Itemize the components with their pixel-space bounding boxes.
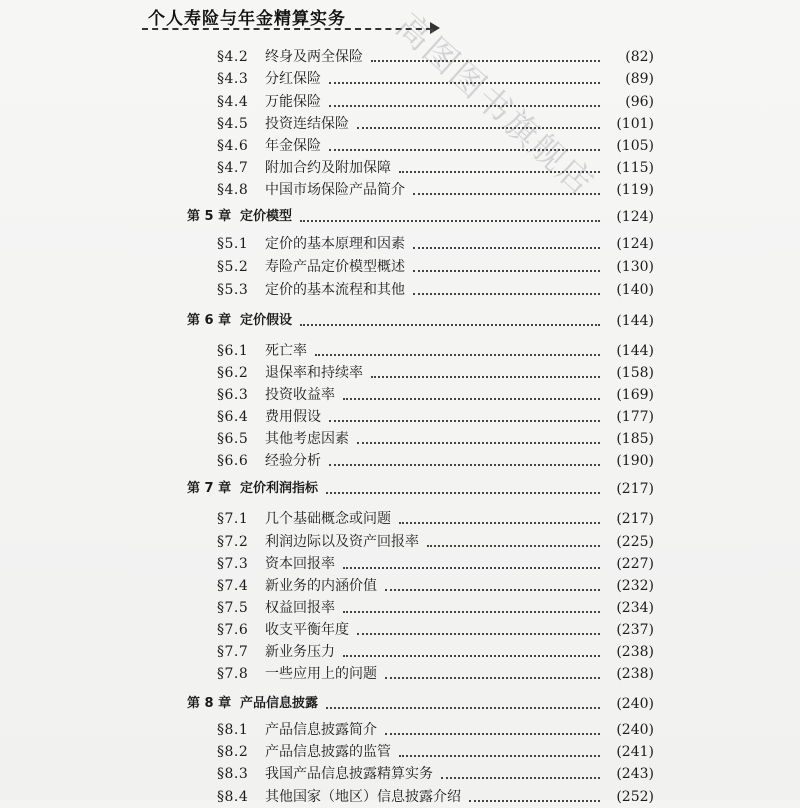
- dot-leader: [399, 755, 600, 757]
- toc-chapter-row: [0, 693, 800, 715]
- section-title: 其他考虑因素: [265, 431, 349, 447]
- dot-leader: [371, 60, 600, 62]
- section-number: §5.2: [217, 259, 249, 275]
- section-title: 中国市场保险产品简介: [265, 182, 405, 198]
- section-number: §8.2: [217, 744, 249, 760]
- page-number: (115): [616, 160, 654, 176]
- toc-section-row: [0, 362, 800, 384]
- page-number: (232): [616, 578, 654, 594]
- page-number: (119): [616, 182, 654, 198]
- page-number: (144): [616, 313, 654, 329]
- page-number: (240): [616, 696, 654, 712]
- toc-section-row: [0, 233, 800, 255]
- section-title: 寿险产品定价模型概述: [265, 259, 405, 275]
- toc-section-row: [0, 179, 800, 201]
- page-number: (241): [616, 744, 654, 760]
- toc-section-row: [0, 719, 800, 741]
- dot-leader: [357, 442, 600, 444]
- dot-leader: [329, 105, 600, 107]
- section-number: §4.5: [217, 116, 249, 132]
- page-number: (124): [616, 209, 654, 225]
- page-number: (130): [616, 259, 654, 275]
- dot-leader: [441, 777, 600, 779]
- header-dashed-rule: [142, 28, 432, 30]
- section-title: 其他国家（地区）信息披露介绍: [265, 789, 461, 805]
- toc-section-row: [0, 786, 800, 808]
- toc-section-row: [0, 406, 800, 428]
- section-number: §5.1: [217, 236, 249, 252]
- dot-leader: [427, 545, 600, 547]
- toc-section-row: [0, 508, 800, 530]
- dot-leader: [385, 589, 600, 591]
- section-number: §7.5: [217, 600, 249, 616]
- section-title: 附加合约及附加保障: [265, 160, 391, 176]
- toc-section-row: [0, 384, 800, 406]
- dot-leader: [399, 171, 600, 173]
- toc-section-row: [0, 256, 800, 278]
- toc-chapter-row: [0, 310, 800, 332]
- toc-section-row: [0, 641, 800, 663]
- section-title: 产品信息披露简介: [265, 722, 377, 738]
- page-number: (227): [616, 556, 654, 572]
- section-number: §7.7: [217, 644, 249, 660]
- page-number: (238): [616, 644, 654, 660]
- dot-leader: [326, 492, 600, 494]
- section-title: 权益回报率: [265, 600, 335, 616]
- section-number: §6.5: [217, 431, 249, 447]
- page-number: (238): [616, 666, 654, 682]
- dot-leader: [357, 633, 600, 635]
- page-number: (190): [616, 453, 654, 469]
- dot-leader: [413, 193, 600, 195]
- page-number: (237): [616, 622, 654, 638]
- page-number: (177): [616, 409, 654, 425]
- section-title: 年金保险: [265, 138, 321, 154]
- section-number: §6.4: [217, 409, 249, 425]
- toc-section-row: [0, 741, 800, 763]
- page-number: (169): [616, 387, 654, 403]
- section-title: 退保率和持续率: [265, 365, 363, 381]
- section-number: §4.4: [217, 94, 249, 110]
- section-title: 定价的基本原理和因素: [265, 236, 405, 252]
- toc-section-row: [0, 157, 800, 179]
- page-number: (82): [625, 49, 654, 65]
- toc-section-row: [0, 619, 800, 641]
- toc-section-row: [0, 763, 800, 785]
- watermark: 高图图书旗舰店: [387, 5, 602, 205]
- chapter-title: 产品信息披露: [240, 696, 319, 711]
- dot-leader: [326, 707, 600, 709]
- toc-section-row: [0, 91, 800, 113]
- toc-section-row: [0, 531, 800, 553]
- section-number: §7.8: [217, 666, 249, 682]
- page-number: (234): [616, 600, 654, 616]
- dot-leader: [371, 376, 600, 378]
- dot-leader: [343, 655, 600, 657]
- page-number: (144): [616, 343, 654, 359]
- section-number: §4.6: [217, 138, 249, 154]
- dot-leader: [329, 420, 600, 422]
- section-number: §7.2: [217, 534, 249, 550]
- section-number: §7.1: [217, 511, 249, 527]
- section-number: §8.3: [217, 766, 249, 782]
- section-title: 费用假设: [265, 409, 321, 425]
- toc-section-row: [0, 663, 800, 685]
- section-number: §6.2: [217, 365, 249, 381]
- section-title: 经验分析: [265, 453, 321, 469]
- chapter-number: 第 5 章: [187, 209, 232, 224]
- section-title: 新业务的内涵价值: [265, 578, 377, 594]
- page-number: (217): [616, 481, 654, 497]
- section-title: 新业务压力: [265, 644, 335, 660]
- section-title: 利润边际以及资产回报率: [265, 534, 419, 550]
- toc-section-row: [0, 46, 800, 68]
- toc-chapter-row: [0, 478, 800, 500]
- section-number: §4.3: [217, 71, 249, 87]
- section-title: 资本回报率: [265, 556, 335, 572]
- page-number: (240): [616, 722, 654, 738]
- section-number: §7.3: [217, 556, 249, 572]
- dot-leader: [300, 220, 600, 222]
- dot-leader: [329, 464, 600, 466]
- section-number: §7.6: [217, 622, 249, 638]
- section-number: §6.6: [217, 453, 249, 469]
- section-title: 几个基础概念或问题: [265, 511, 391, 527]
- page-number: (225): [616, 534, 654, 550]
- dot-leader: [385, 677, 600, 679]
- page-number: (105): [616, 138, 654, 154]
- dot-leader: [357, 127, 600, 129]
- dot-leader: [343, 567, 600, 569]
- section-number: §8.1: [217, 722, 249, 738]
- dot-leader: [399, 522, 600, 524]
- dot-leader: [413, 247, 600, 249]
- section-title: 收支平衡年度: [265, 622, 349, 638]
- section-number: §4.2: [217, 49, 249, 65]
- toc-section-row: [0, 575, 800, 597]
- dot-leader: [329, 149, 600, 151]
- section-number: §6.3: [217, 387, 249, 403]
- section-number: §7.4: [217, 578, 249, 594]
- section-number: §6.1: [217, 343, 249, 359]
- section-title: 产品信息披露的监管: [265, 744, 391, 760]
- dot-leader: [413, 293, 600, 295]
- page-number: (124): [616, 236, 654, 252]
- running-title: 个人寿险与年金精算实务: [148, 9, 346, 29]
- page-number: (252): [616, 789, 654, 805]
- chapter-title: 定价假设: [240, 313, 293, 328]
- section-title: 投资连结保险: [265, 116, 349, 132]
- toc-section-row: [0, 68, 800, 90]
- dot-leader: [300, 324, 600, 326]
- toc-section-row: [0, 450, 800, 472]
- section-number: §8.4: [217, 789, 249, 805]
- toc-section-row: [0, 135, 800, 157]
- dot-leader: [343, 611, 600, 613]
- page-number: (217): [616, 511, 654, 527]
- dot-leader: [343, 398, 600, 400]
- section-title: 定价的基本流程和其他: [265, 282, 405, 298]
- toc-section-row: [0, 553, 800, 575]
- chapter-number: 第 6 章: [187, 313, 232, 328]
- dot-leader: [469, 800, 600, 802]
- section-title: 终身及两全保险: [265, 49, 363, 65]
- section-number: §4.7: [217, 160, 249, 176]
- page-number: (96): [625, 94, 654, 110]
- dot-leader: [329, 82, 600, 84]
- toc-section-row: [0, 279, 800, 301]
- section-number: §4.8: [217, 182, 249, 198]
- dot-leader: [315, 354, 600, 356]
- section-title: 我国产品信息披露精算实务: [265, 766, 433, 782]
- page-number: (185): [616, 431, 654, 447]
- chapter-number: 第 8 章: [187, 696, 232, 711]
- section-title: 分红保险: [265, 71, 321, 87]
- toc-chapter-row: [0, 206, 800, 228]
- chapter-title: 定价模型: [240, 209, 293, 224]
- section-title: 死亡率: [265, 343, 307, 359]
- page-number: (89): [625, 71, 654, 87]
- page-number: (101): [616, 116, 654, 132]
- toc-section-row: [0, 340, 800, 362]
- toc-section-row: [0, 428, 800, 450]
- toc-section-row: [0, 597, 800, 619]
- chapter-title: 定价利润指标: [240, 481, 319, 496]
- page-number: (243): [616, 766, 654, 782]
- dot-leader: [413, 270, 600, 272]
- page-number: (140): [616, 282, 654, 298]
- chapter-number: 第 7 章: [187, 481, 232, 496]
- section-title: 投资收益率: [265, 387, 335, 403]
- section-number: §5.3: [217, 282, 249, 298]
- dot-leader: [385, 733, 600, 735]
- page-number: (158): [616, 365, 654, 381]
- toc-section-row: [0, 113, 800, 135]
- section-title: 一些应用上的问题: [265, 666, 377, 682]
- section-title: 万能保险: [265, 94, 321, 110]
